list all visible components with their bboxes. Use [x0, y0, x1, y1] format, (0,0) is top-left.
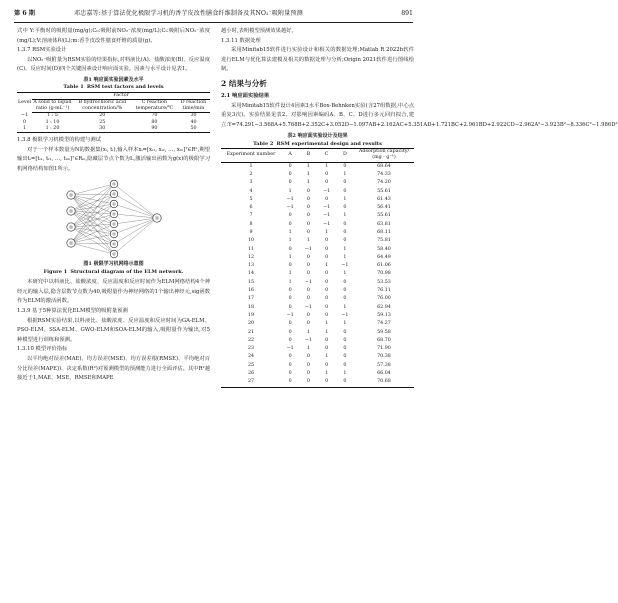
running-title: 邓忠嘉等:基于算法优化极限学习机的香芋皮改性膳食纤维制备及其NO₂⁻吸附量预测	[74, 10, 303, 17]
table-cell: 0	[343, 329, 347, 335]
table2-row	[221, 279, 414, 287]
table-cell: 0	[325, 238, 329, 244]
table-cell: 0	[306, 371, 310, 377]
table2-row	[221, 320, 414, 328]
table2-row	[221, 246, 414, 254]
table-cell: 1	[306, 180, 310, 186]
table-cell: 68.70	[377, 337, 391, 343]
table-cell: −1	[304, 304, 312, 310]
table2-row	[221, 295, 414, 303]
section-heading-1-3-7: 1.3.7 RSM实验设计	[17, 47, 67, 54]
table-cell: 0	[325, 196, 329, 202]
table-cell: −1	[341, 312, 349, 318]
table-cell: 0	[343, 337, 347, 343]
table-cell: 1	[288, 229, 292, 235]
table-cell: 0	[288, 221, 292, 227]
table-cell: −1	[323, 205, 331, 211]
table-cell: 0	[306, 321, 310, 327]
table-cell: 59.13	[377, 312, 391, 318]
table-cell: 68.64	[377, 163, 391, 169]
table2-row	[221, 262, 414, 270]
table1-caption-en-label: Table 1	[63, 84, 84, 91]
table-cell: −1	[323, 213, 331, 219]
table2-row	[221, 229, 414, 237]
table2-row	[221, 312, 414, 320]
table-cell: 76.00	[377, 296, 391, 302]
table-cell: 0	[343, 362, 347, 368]
table-cell: 0	[288, 371, 292, 377]
table-cell: 0	[306, 188, 310, 194]
table1-caption-cn: 表1 响应面实验因素及水平	[83, 76, 144, 83]
table-cell: 1 : 5	[47, 113, 58, 119]
table-cell: 8	[249, 221, 253, 227]
table-cell: 75.81	[377, 238, 391, 244]
table-cell: 1	[249, 163, 253, 169]
table-cell: −1	[304, 246, 312, 252]
table-cell: 74.33	[377, 171, 391, 177]
table-cell: 0	[343, 288, 347, 294]
table-cell: 26	[247, 371, 255, 377]
table-cell: −1	[286, 205, 294, 211]
table-cell: 57.38	[377, 362, 391, 368]
table-cell: 0	[343, 296, 347, 302]
table-cell: 1 : 20	[32, 126, 73, 133]
table-cell: 0	[325, 288, 329, 294]
table-cell: 0	[288, 263, 292, 269]
table1-row	[17, 113, 210, 120]
table-cell: 0	[306, 354, 310, 360]
paragraph-metrics-cont: 越小时,表明模型预测效果越好。	[221, 28, 297, 34]
table-cell: 76.11	[377, 288, 391, 294]
left-column	[17, 27, 210, 384]
table-cell: 61.06	[377, 263, 391, 269]
figure1-caption-cn: 图1 极限学习机网络示意图	[83, 261, 144, 268]
table2-row	[221, 212, 414, 220]
table-cell: −1	[341, 263, 349, 269]
table-cell: 0	[306, 205, 310, 211]
table-cell: −1	[286, 346, 294, 352]
table-cell: 1	[325, 371, 329, 377]
table-cell: 1	[288, 254, 292, 260]
table-cell: 1	[288, 271, 292, 277]
table2-row	[221, 378, 414, 387]
table2-caption	[221, 133, 414, 148]
table2-row	[221, 187, 414, 195]
table-cell: 1	[306, 171, 310, 177]
table2-row	[221, 362, 414, 370]
table-cell: 0	[306, 271, 310, 277]
table1-caption-en: RSM test factors and levels	[86, 84, 164, 91]
table-cell: 1	[343, 246, 347, 252]
table-cell: 0	[288, 354, 292, 360]
table-cell: 40	[190, 119, 197, 125]
table-cell: 25	[247, 362, 255, 368]
paragraph-regression: 采用Minitab15软件设计4因素3水平Box-Behnken实验(含27组数据,中心点重复3次)。实验结果见表2。对影响因素编码A、B、C、D进行多元回归拟合,建立:Y=74.291−3.568A+5.768B+2.352C+3.052D−1.097AB+2.162AC+5.351AD+1.721BC+2.961BD+2.922CD−2.962A²−3.923B²−8.336C²−1.986D²	[221, 102, 618, 128]
table2-caption-en-label: Table 2	[253, 140, 274, 147]
table2-row	[221, 162, 414, 171]
figure1-caption-en: Structural diagram of the ELM network.	[70, 268, 184, 275]
table-cell: 59.58	[377, 329, 391, 335]
table2-row	[221, 304, 414, 312]
table-cell: 1	[17, 126, 32, 133]
paragraph-variables: 式中 Y:平衡时的吸附量(mg/g);C₀:吸附前NO₂⁻浓度(mg/L);Cₜ:吸附后NO₂⁻浓度(mg/L);V:溶液体积(L);m:香芋皮改性膳食纤维的质量(g)。	[17, 28, 210, 44]
table-cell: 0	[288, 213, 292, 219]
table-cell: 0	[306, 213, 310, 219]
table-cell: 0	[343, 221, 347, 227]
table-cell: 0	[325, 362, 329, 368]
table-cell: 5	[249, 196, 253, 202]
table2-row	[221, 329, 414, 337]
connection-line	[71, 184, 114, 211]
table-cell: 25	[99, 119, 106, 125]
paragraph-data-processing: 采用Minitab15软件进行实验设计和相关的数据处理;Matlab R 2022b软件进行ELM与优化算法建模及相关的数据处理与分析;Origin 2021软件进行图线绘制。	[221, 47, 414, 73]
table-cell: 0	[288, 163, 292, 169]
table2-col-adsorption: Adsorption capacity/ (mg · g⁻¹)	[354, 149, 414, 162]
table-cell: 74.20	[377, 180, 391, 186]
node-core	[112, 243, 115, 246]
table-cell: −1	[304, 337, 312, 343]
table-cell: 1	[325, 263, 329, 269]
table-cell: 0	[325, 271, 329, 277]
connection-line	[114, 218, 157, 244]
table-cell: 2	[249, 171, 253, 177]
node-core	[112, 233, 115, 236]
table-cell: 1 : 10	[45, 119, 60, 125]
table-cell: 1	[325, 229, 329, 235]
table2-row	[221, 254, 414, 262]
table-cell: 1	[325, 321, 329, 327]
table-cell: 0	[343, 238, 347, 244]
table2-col-c: C	[318, 149, 336, 162]
table-cell: −1	[286, 312, 294, 318]
table2-row	[221, 204, 414, 212]
table2-caption-en: RSM experimental design and results	[276, 140, 382, 147]
section-heading-2: 2 结果与分析	[221, 78, 267, 88]
connection-line	[71, 184, 114, 195]
table-cell: 1	[325, 354, 329, 360]
connection-line	[114, 218, 157, 224]
table-cell: 0	[343, 346, 347, 352]
table-cell: 0	[306, 196, 310, 202]
table-cell: 1	[306, 163, 310, 169]
table-cell: 0	[288, 329, 292, 335]
table2-row	[221, 287, 414, 295]
table-cell: 13	[247, 263, 255, 269]
table-cell: 14	[247, 271, 255, 277]
table-cell: 55.61	[377, 188, 391, 194]
table-cell: 61.43	[377, 196, 391, 202]
table-cell: 4	[249, 188, 253, 194]
table-cell: 1	[343, 271, 347, 277]
table2-caption-cn: 表2 响应面实验设计及结果	[287, 133, 348, 140]
section-heading-1-3-11: 1.3.11 数据处理	[221, 37, 261, 44]
table1-factors-levels	[17, 92, 210, 133]
section-heading-2-1: 2.1 响应面实验结果	[221, 92, 270, 99]
table2-row	[221, 370, 414, 378]
table-cell: −1	[286, 196, 294, 202]
node-core	[69, 225, 73, 229]
page-number: 891	[401, 10, 413, 17]
table-cell: 1	[288, 188, 292, 194]
paragraph-evaluation-metrics: 以平均绝对误差(MAE)、均方误差(MSE)、均方误差根(RMSE)、平均绝对百分比误差(MAPE))、决定系数(R²)对预测模型的预测能力进行全面评估。其中R²越接近于1,MAE、MSE、RMSE和MAPE	[17, 355, 210, 382]
table-cell: 1	[343, 321, 347, 327]
table-cell: 63.81	[377, 221, 391, 227]
figure1-caption-en-label: Figure 1	[43, 268, 68, 275]
connection-line	[114, 218, 157, 234]
table-cell: 0	[336, 378, 354, 387]
table-cell: 70.68	[354, 378, 414, 387]
table-cell: 11	[247, 246, 255, 252]
table-cell: 90	[132, 126, 177, 133]
table2-row	[221, 237, 414, 245]
connection-line	[114, 218, 157, 254]
table-cell: 0	[288, 180, 292, 186]
table-cell: 0	[306, 254, 310, 260]
table-cell: 20	[247, 321, 255, 327]
table-cell: 1	[325, 163, 329, 169]
table-cell: 0	[306, 296, 310, 302]
table-cell: 1	[306, 329, 310, 335]
table2-row	[221, 353, 414, 361]
node-core	[112, 213, 115, 216]
running-header	[14, 8, 413, 23]
table-cell: 0	[288, 321, 292, 327]
figure1-caption	[17, 261, 210, 276]
table-cell: 0	[325, 254, 329, 260]
table-cell: 0	[343, 205, 347, 211]
table-cell: 0	[306, 312, 310, 318]
table1-col-a: A solid to liquid ratio (g·mL⁻¹)	[33, 99, 72, 112]
right-column	[221, 27, 618, 388]
table-cell: 1	[343, 196, 347, 202]
table-cell: 0	[343, 279, 347, 285]
table1-col-b: B hydrochloric acid concentration/%	[73, 99, 132, 112]
table2-col-a: A	[281, 149, 299, 162]
table-cell: 16	[247, 288, 255, 294]
section-heading-1-3-8: 1.3.8 极限学习机模型的构建与测试	[17, 137, 102, 143]
table-cell: 9	[249, 229, 253, 235]
table-cell: 0	[288, 362, 292, 368]
table-cell: 24	[247, 354, 255, 360]
table-cell: 1	[343, 254, 347, 260]
paragraph-elm-definition: 对于一个样本数量为N的数据集(xᵢ, tᵢ),输入样本xᵢ=[xᵢ₁, xᵢ₂, …, xᵢₙ]ᵀ∈Rⁿ,期望输出tᵢ=[tᵢ₁, tᵢ₂, …, tᵢₘ]ᵀ∈Rₘ,隐藏层节点个数为L,激活输出函数为g(x)的极限学习机网络结构如图1所示。	[17, 146, 210, 172]
table-cell: 0	[318, 378, 336, 387]
table-cell: 0	[325, 346, 329, 352]
table2-col-b: B	[299, 149, 317, 162]
table2-row	[221, 179, 414, 187]
connection-line	[71, 243, 114, 244]
table-cell: 80	[151, 119, 158, 125]
node-core	[112, 183, 115, 186]
table-cell: 0	[343, 180, 347, 186]
paragraph-five-models: 根据RSM实验结果,以料液比、盐酸浓度、反应温度和反应时间为GA-ELM、PSO-ELM、SSA-ELM、GWO-ELM和SOA-ELM的输入,吸附量作为输出,对5种模型进行训练和预测。	[17, 317, 210, 343]
table-cell: 0	[23, 119, 27, 125]
table-cell: 0	[281, 378, 299, 387]
table-cell: 20	[99, 113, 106, 119]
table2-row	[221, 221, 414, 229]
table-cell: 66.04	[377, 371, 391, 377]
table-cell: 70	[151, 113, 158, 119]
table-cell: 62.94	[377, 304, 391, 310]
table-cell: 0	[288, 304, 292, 310]
table-cell: 30	[190, 113, 197, 119]
connection-line	[71, 243, 114, 254]
table-cell: 0	[343, 188, 347, 194]
table-cell: 10	[247, 238, 255, 244]
table-cell: 22	[247, 337, 255, 343]
table2-row	[221, 337, 414, 345]
table-cell: 0	[325, 279, 329, 285]
table-cell: 17	[247, 296, 255, 302]
node-core	[112, 193, 115, 196]
table-cell: 55.61	[377, 213, 391, 219]
table-cell: 1	[288, 238, 292, 244]
table-cell: 0	[288, 171, 292, 177]
node-core	[112, 223, 115, 226]
table-cell: 0	[325, 337, 329, 343]
table-cell: 1	[325, 329, 329, 335]
table1-level-header: Level	[17, 92, 32, 113]
node-core	[155, 216, 159, 220]
table-cell: 0	[306, 263, 310, 269]
table-cell: 27	[221, 378, 281, 387]
table-cell: 0	[325, 296, 329, 302]
table-cell: 0	[325, 312, 329, 318]
table-cell: −1	[304, 279, 312, 285]
table-cell: 70.98	[377, 271, 391, 277]
table-cell: 0	[343, 354, 347, 360]
table-cell: 21	[247, 329, 255, 335]
table2-row	[221, 345, 414, 353]
table-cell: 1	[343, 371, 347, 377]
table-cell: 7	[249, 213, 253, 219]
table2-col-experiment: Experiment number	[221, 149, 281, 162]
table-cell: 0	[325, 171, 329, 177]
table2-row	[221, 171, 414, 179]
table-cell: 0	[299, 378, 317, 387]
table-cell: 23	[247, 346, 255, 352]
table-cell: 1	[343, 171, 347, 177]
table-cell: 0	[343, 163, 347, 169]
table-cell: 19	[247, 312, 255, 318]
table-cell: 0	[325, 246, 329, 252]
section-heading-1-3-10: 1.3.10 模型评价指标	[17, 346, 68, 353]
table-cell: 1	[343, 304, 347, 310]
table-cell: 0	[288, 288, 292, 294]
table-cell: 50	[177, 126, 210, 133]
table-cell: 70.38	[377, 354, 391, 360]
node-core	[112, 253, 115, 256]
table-cell: 1	[306, 346, 310, 352]
node-core	[112, 203, 115, 206]
table-cell: 12	[247, 254, 255, 260]
table-cell: 53.53	[377, 279, 391, 285]
table-cell: −1	[323, 221, 331, 227]
node-core	[69, 241, 73, 245]
table-cell: 0	[325, 304, 329, 310]
table-cell: 0	[288, 337, 292, 343]
table-cell: 0	[288, 296, 292, 302]
node-core	[69, 209, 73, 213]
table-cell: 1	[306, 238, 310, 244]
table-cell: 0	[325, 180, 329, 186]
table-cell: −1	[323, 188, 331, 194]
table1-row	[17, 126, 210, 133]
table-cell: 58.40	[377, 246, 391, 252]
elm-network-diagram	[59, 177, 169, 259]
node-core	[69, 193, 73, 197]
connection-line	[71, 227, 114, 254]
table-cell: 0	[343, 229, 347, 235]
table2-row	[221, 270, 414, 278]
issue-number: 第 6 期	[14, 10, 35, 17]
table-cell: 71.90	[377, 346, 391, 352]
paragraph-network-setup: 本研究中以料液比、盐酸浓度、反应温度和反应时间作为ELM网络结构4个神经元的输入层,隐含层数节点数为40,吸附量作为神经网络的1个输出神经元,sig函数作为ELM的激活函数。	[17, 279, 210, 305]
table-cell: 0	[288, 246, 292, 252]
table1-caption	[17, 77, 210, 92]
table1-factor-header: Factor	[32, 92, 210, 99]
table-cell: 0	[306, 229, 310, 235]
table-cell: −1	[21, 113, 29, 119]
table2-row	[221, 196, 414, 204]
table1-col-d: D reaction time/min	[177, 99, 210, 112]
table2-col-d: D	[336, 149, 354, 162]
table-cell: 3	[249, 180, 253, 186]
table-cell: 64.49	[377, 254, 391, 260]
connection-line	[114, 184, 157, 218]
table1-col-c: C reaction temperature/℃	[132, 99, 177, 112]
table-cell: 6	[249, 205, 253, 211]
table-cell: 56.41	[377, 205, 391, 211]
table-cell: 0	[306, 362, 310, 368]
table-cell: 0	[306, 288, 310, 294]
table-cell: 0	[306, 221, 310, 227]
table-cell: 1	[288, 279, 292, 285]
connection-line	[71, 195, 114, 214]
connection-line	[71, 194, 114, 195]
table-cell: 15	[247, 279, 255, 285]
table-cell: 18	[247, 304, 255, 310]
table-cell: 1	[343, 213, 347, 219]
table2-experiment-results	[221, 148, 414, 387]
section-heading-1-3-9: 1.3.9 基于5种算法优化ELM模型的吸附量预测	[17, 307, 128, 314]
table-cell: 30	[73, 126, 132, 133]
table-cell: 74.27	[377, 321, 391, 327]
paragraph-rsm-design: 以NO₂⁻吸附量为RSM实验的结果指标,对料液比(A)、盐酸浓度(B)、反应温度(C)、反应时间(D)四个关键因素设计响应面实验。因素与水平设计见表1。	[17, 56, 210, 73]
connection-line	[71, 224, 114, 243]
table-cell: 68.11	[377, 229, 391, 235]
